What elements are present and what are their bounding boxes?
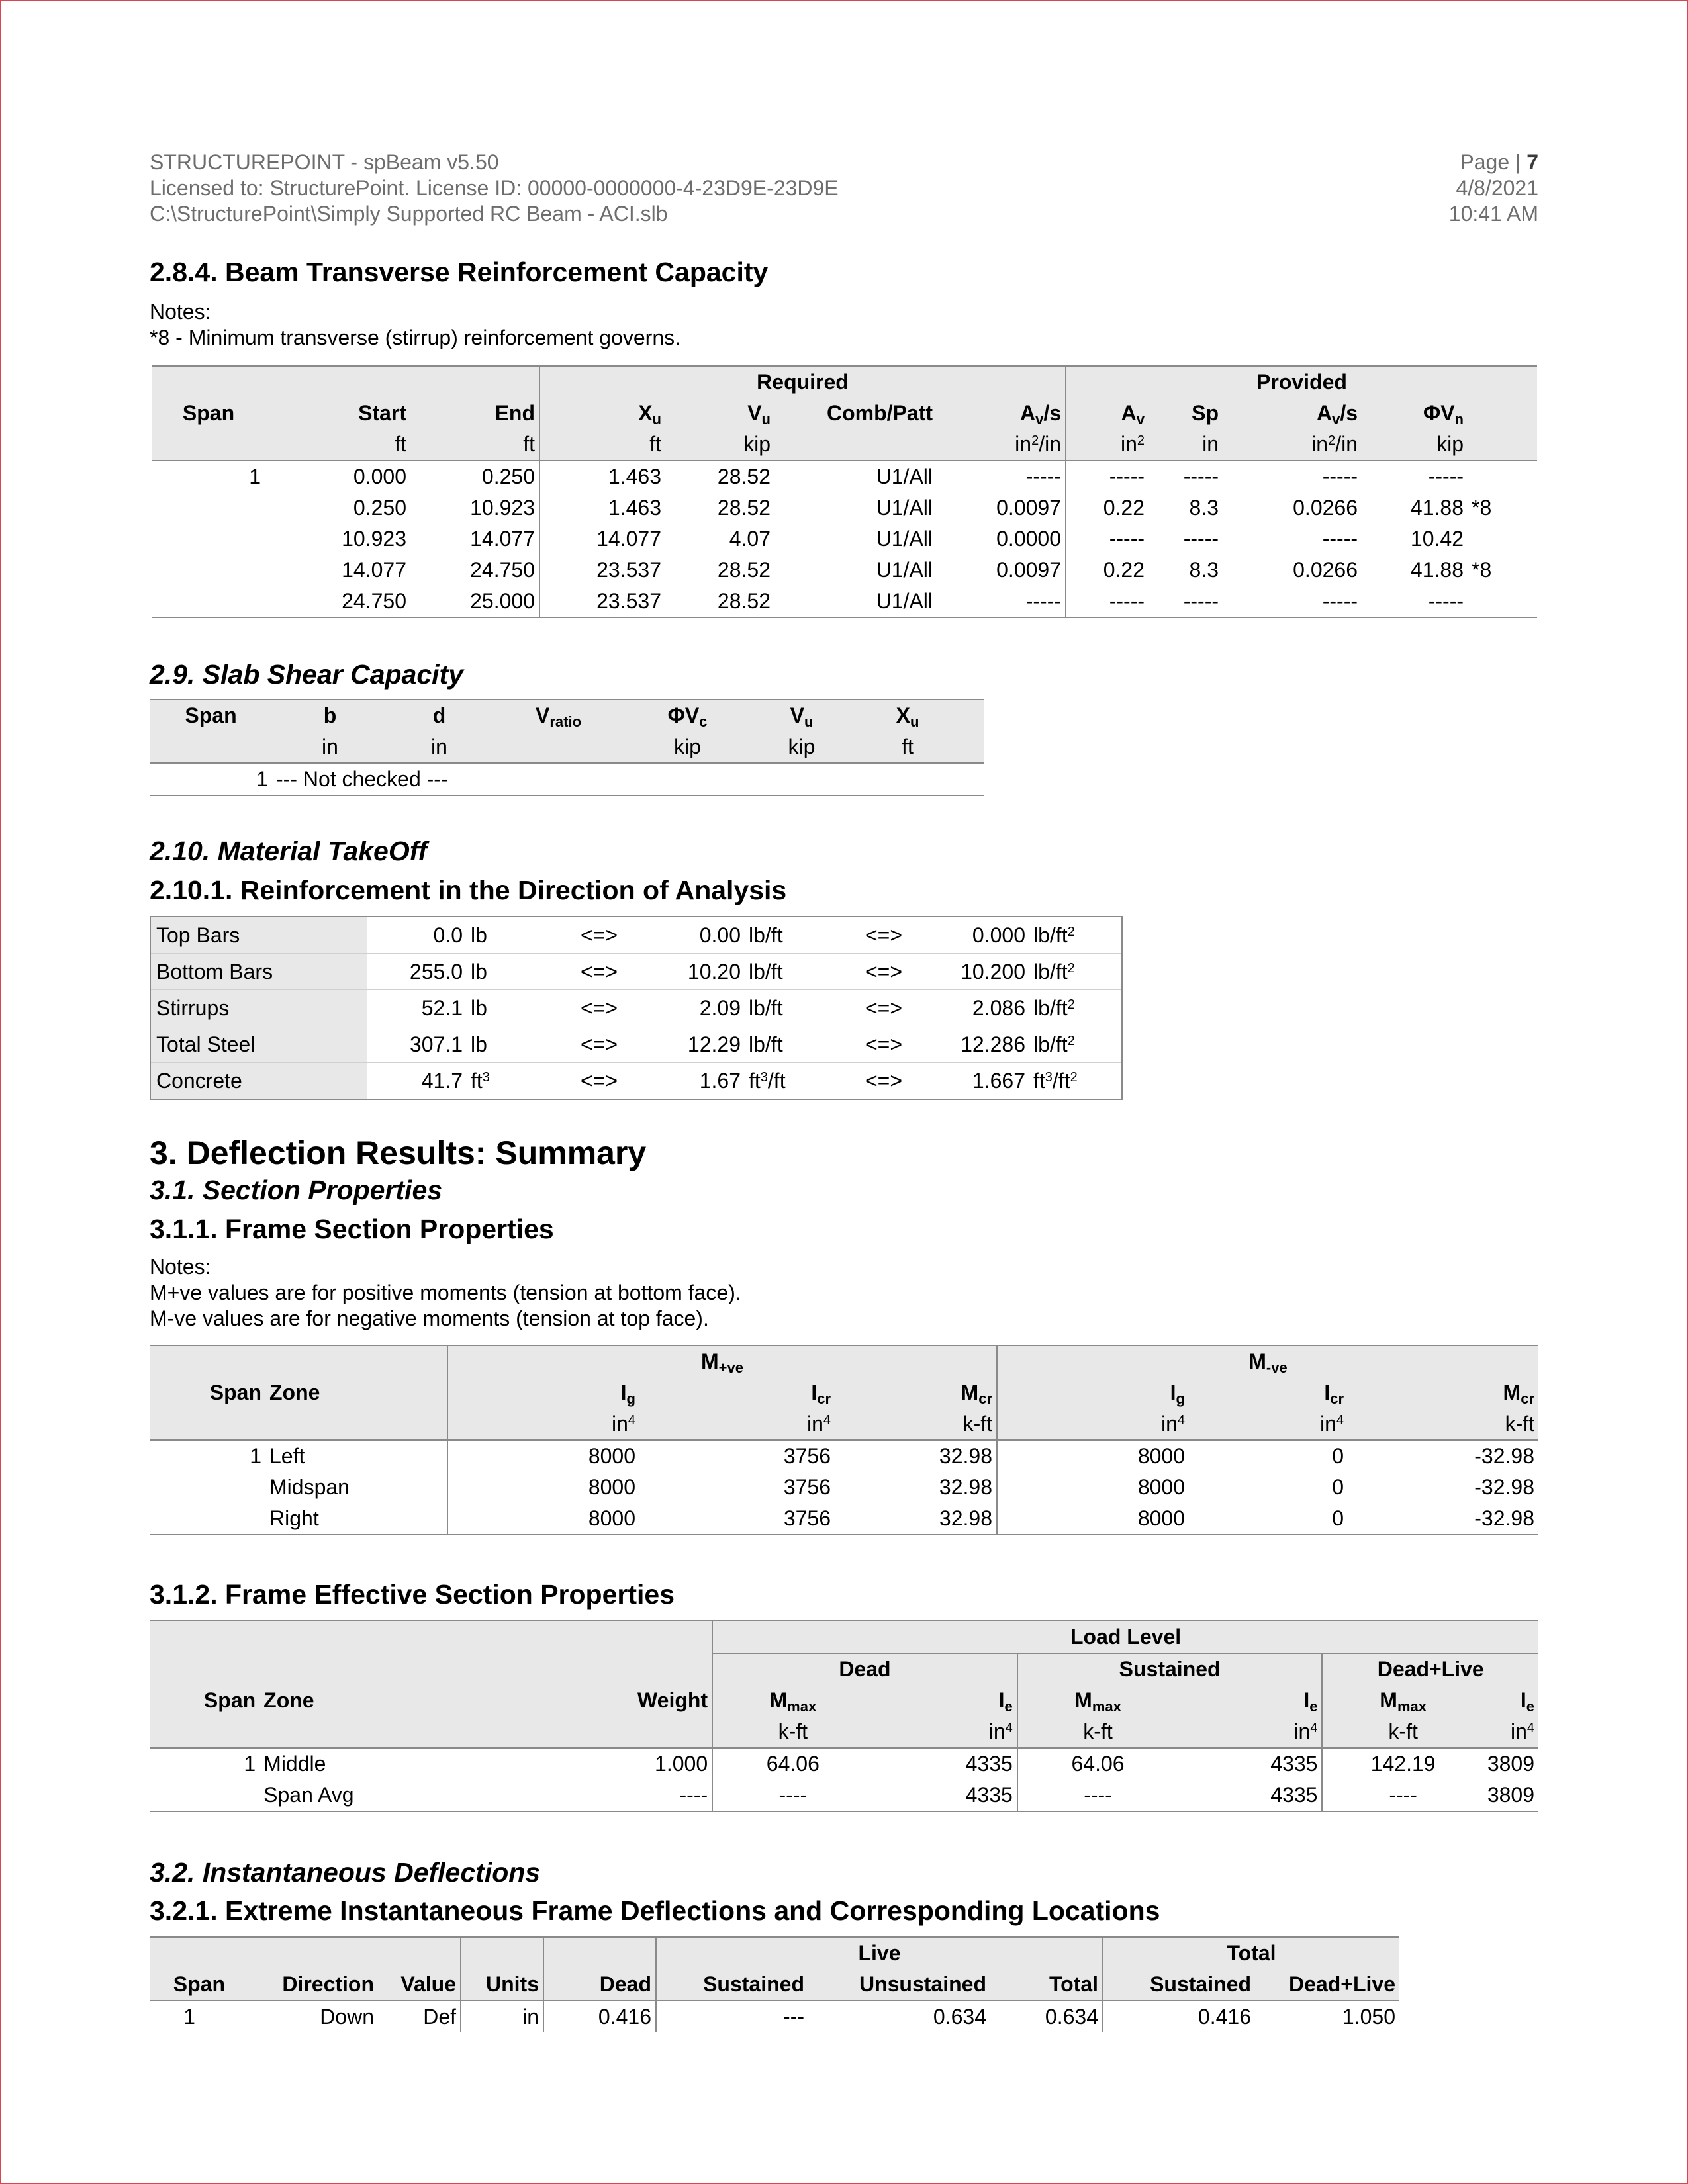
- unit-b: in: [272, 731, 388, 763]
- section-3-1-1-notes: Notes: M+ve values are for positive moments (tension at bottom face). M-ve values are for negative moments (tension at top face).: [150, 1255, 741, 1330]
- table-row: Total Steel 307.1 lb <=> 12.29 lb/ft <=> 12.286 $lb/ft^2$: [150, 1026, 1122, 1063]
- col-av-s-required: $A_v/s$: [937, 398, 1066, 429]
- section-3-2-title: 3.2. Instantaneous Deflections: [150, 1857, 541, 1888]
- section-3-1-title: 3.1. Section Properties: [150, 1175, 443, 1205]
- unit-av: $in^2$: [1066, 429, 1149, 461]
- table-row: 1 Left 8000 3756 32.98 8000 0 -32.98: [150, 1440, 1538, 1472]
- col-vu: $V_u$: [749, 700, 855, 731]
- table-row: Span Avg ---- ---- 4335 ---- 4335 ---- 3809: [150, 1780, 1538, 1811]
- group-live: Live: [656, 1937, 1103, 1969]
- not-checked-text: --- Not checked ---: [272, 763, 984, 796]
- unit-xu: ft: [855, 731, 961, 763]
- table-row: 1 0.000 0.250 1.463 28.52 U1/All ----- ----- ----- ----- -----: [152, 461, 1537, 492]
- report-header-left: [150, 150, 839, 227]
- group-sustained: Sustained: [1017, 1653, 1323, 1685]
- program-line: STRUCTUREPOINT - spBeam v5.50: [150, 150, 499, 174]
- col-xu: $X_u$: [539, 398, 665, 429]
- col-phi-vc: $\Phi V_c$: [626, 700, 749, 731]
- col-zone: Zone: [265, 1377, 447, 1408]
- col-av-s-provided: $A_v/s$: [1223, 398, 1362, 429]
- table-row: Bottom Bars 255.0 lb <=> 10.20 lb/ft <=> 10.200 $lb/ft^2$: [150, 954, 1122, 990]
- file-path-line: C:\StructurePoint\Simply Supported RC Beam - ACI.slb: [150, 202, 668, 226]
- col-span: Span: [152, 398, 265, 429]
- section-3-1-1-title: 3.1.1. Frame Section Properties: [150, 1214, 554, 1244]
- unit-start: ft: [265, 429, 410, 461]
- table-row: 1 Down Def in 0.416 --- 0.634 0.634 0.416 1.050: [150, 2001, 1399, 2032]
- col-d: d: [388, 700, 491, 731]
- unit-vu: kip: [665, 429, 774, 461]
- table-row: Right 8000 3756 32.98 8000 0 -32.98: [150, 1503, 1538, 1535]
- license-line: Licensed to: StructurePoint. License ID: 00000-0000000-4-23D9E-23D9E: [150, 176, 839, 200]
- frame-section-properties-table: $M_{+ve}$ $M_{-ve}$ Span Zone $I_g$ $I_{cr}$ $M_{cr}$ $I_g$ $I_{cr}$ $M_{cr}$ $in^4$ $in^4$ k-ft $in^4$ $in^4$ k-ft 1 Left 8000 3756 32.98 8000 0 -32.98 Midspan 8000 3756 32.98 8000 0 -32.98 Right 8000 3756 32.98 8000 0 -32.98: [150, 1345, 1538, 1535]
- group-total: Total: [1103, 1937, 1399, 1969]
- col-vu: $V_u$: [665, 398, 774, 429]
- table-row: 10.923 14.077 14.077 4.07 U1/All 0.0000 ----- ----- ----- 10.42: [152, 523, 1537, 555]
- col-v-ratio: $V_{ratio}$: [491, 700, 626, 731]
- col-start: Start: [265, 398, 410, 429]
- note-8: *8 - Minimum transverse (stirrup) reinforcement governs.: [150, 326, 681, 349]
- group-required: Required: [539, 366, 1066, 398]
- col-comb-patt: Comb/Patt: [774, 398, 937, 429]
- col-sp: Sp: [1149, 398, 1223, 429]
- unit-d: in: [388, 731, 491, 763]
- section-2-10-1-title: 2.10.1. Reinforcement in the Direction of Analysis: [150, 875, 787, 905]
- group-m-negative: $M_{-ve}$: [997, 1345, 1538, 1377]
- col-span: Span: [150, 1377, 265, 1408]
- report-header-right: [1449, 150, 1538, 227]
- unit-vu: kip: [749, 731, 855, 763]
- col-end: End: [410, 398, 539, 429]
- section-3-title: 3. Deflection Results: Summary: [150, 1134, 647, 1171]
- group-dead-live: Dead+Live: [1322, 1653, 1538, 1685]
- section-2-8-4-title: 2.8.4. Beam Transverse Reinforcement Capacity: [150, 257, 769, 287]
- section-2-8-4-notes: [150, 299, 680, 351]
- table-row: Stirrups 52.1 lb <=> 2.09 lb/ft <=> 2.086 $lb/ft^2$: [150, 990, 1122, 1026]
- unit-phi-vn: kip: [1362, 429, 1468, 461]
- col-b: b: [272, 700, 388, 731]
- col-phi-vn: $\Phi V_n$: [1362, 398, 1468, 429]
- table-row: 14.077 24.750 23.537 28.52 U1/All 0.0097 0.22 8.3 0.0266 41.88 *8: [152, 555, 1537, 586]
- table-row: 1 --- Not checked ---: [150, 763, 984, 796]
- page-number: Page | 7: [1460, 150, 1538, 174]
- group-load-level: Load Level: [712, 1621, 1538, 1653]
- section-2-9-title: 2.9. Slab Shear Capacity: [150, 659, 464, 690]
- table-row: Midspan 8000 3756 32.98 8000 0 -32.98: [150, 1472, 1538, 1503]
- col-xu: $X_u$: [855, 700, 961, 731]
- notes-label: Notes:: [150, 300, 211, 324]
- col-av: $A_v$: [1066, 398, 1149, 429]
- group-dead: Dead: [712, 1653, 1017, 1685]
- report-date: 4/8/2021: [1456, 176, 1538, 200]
- unit-phi-vc: kip: [626, 731, 749, 763]
- table-row: 24.750 25.000 23.537 28.52 U1/All ----- ----- ----- ----- -----: [152, 586, 1537, 617]
- section-3-1-2-title: 3.1.2. Frame Effective Section Properties: [150, 1579, 675, 1610]
- unit-sp: in: [1149, 429, 1223, 461]
- section-3-2-1-title: 3.2.1. Extreme Instantaneous Frame Deflections and Corresponding Locations: [150, 1895, 1160, 1926]
- group-m-positive: $M_{+ve}$: [447, 1345, 997, 1377]
- unit-av-s-required: $in^2/in$: [937, 429, 1066, 461]
- transverse-reinforcement-table: [152, 365, 1537, 618]
- section-2-10-title: 2.10. Material TakeOff: [150, 836, 428, 866]
- report-time: 10:41 AM: [1448, 202, 1538, 226]
- table-row: 1 Middle 1.000 64.06 4335 64.06 4335 142.19 3809: [150, 1748, 1538, 1780]
- instantaneous-deflections-table: Live Total Span Direction Value Units Dead Sustained Unsustained Total Sustained Dead+Live 1 Down Def in 0.416 --- 0.634 0.634 0.416 1.050: [150, 1936, 1399, 2032]
- material-takeoff-table: [150, 916, 1123, 1100]
- unit-end: ft: [410, 429, 539, 461]
- table-row: Top Bars 0.0 lb <=> 0.00 lb/ft <=> 0.000 $lb/ft^2$: [150, 917, 1122, 954]
- group-provided: Provided: [1066, 366, 1537, 398]
- table-row: Concrete 41.7 $ft^3$ <=> 1.67 $ft^3/ft$ <=> 1.667 $ft^3/ft^2$: [150, 1063, 1122, 1100]
- unit-av-s-provided: $in^2/in$: [1223, 429, 1362, 461]
- effective-section-properties-table: Load Level Dead Sustained Dead+Live Span Zone Weight $M_{max}$ $I_e$ $M_{max}$ $I_e$ $M_{max}$ $I_e$ k-ft $in^4$ k-ft $in^4$ k-ft $in^4$ 1 Middle 1.000 64.06 4335 64.06 4335 142.19 3809 Span Avg ---- ---- 4335 ---- 4335 ---- 3809: [150, 1620, 1538, 1812]
- unit-xu: ft: [539, 429, 665, 461]
- slab-shear-table: [150, 699, 984, 796]
- col-span: Span: [150, 700, 272, 731]
- table-row: 0.250 10.923 1.463 28.52 U1/All 0.0097 0.22 8.3 0.0266 41.88 *8: [152, 492, 1537, 523]
